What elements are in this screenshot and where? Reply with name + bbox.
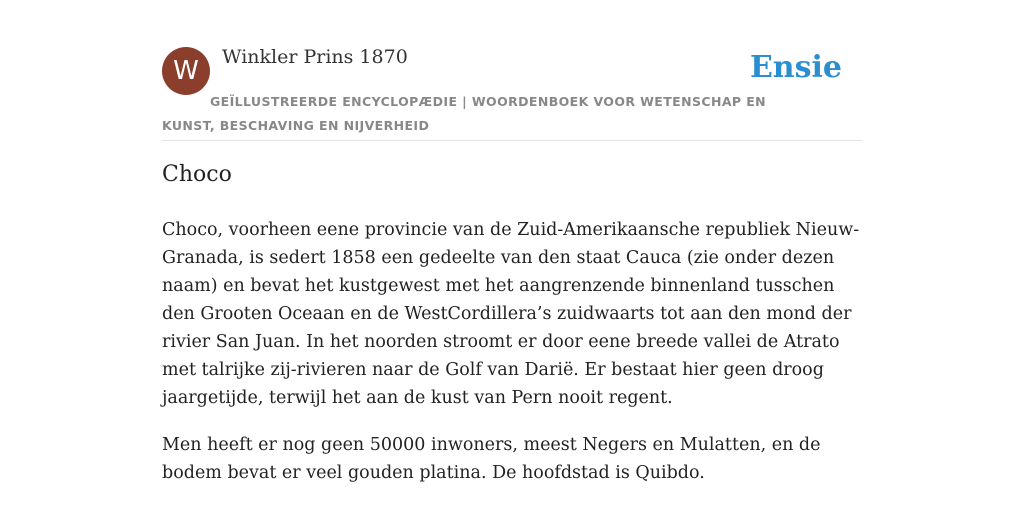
article-paragraph: Men heeft er nog geen 50000 inwoners, meest Negers en Mulatten, en de bodem bevat er veel gouden platina. De hoofdstad is Quibdo. <box>162 435 821 483</box>
source-avatar[interactable]: W <box>162 47 210 95</box>
article-body <box>162 216 862 506</box>
source-header <box>162 46 862 141</box>
article-paragraph: Choco, voorheen eene provincie van de Zuid-Amerikaansche republiek Nieuw-Granada, is sedert 1858 een gedeelte van den staat Cauca (zie onder dezen naam) en bevat het kustgewest met het aangrenzende binnenland tusschen den Grooten Oceaan en de WestCordillera’s zuidwaarts tot aan den mond der rivier San Juan. In het noorden stroomt er door eene breede vallei de Atrato met talrijke zij-rivieren naar de Golf van Darië. Er bestaat hier geen droog jaargetijde, terwijl het aan de kust van Pern nooit regent. <box>162 220 860 408</box>
article-title: Choco <box>162 162 232 187</box>
source-title-link[interactable]: Winkler Prins 1870 <box>222 46 408 68</box>
source-subtitle: GEÏLLUSTREERDE ENCYCLOPÆDIE | WOORDENBOEK VOOR WETENSCHAP EN KUNST, BESCHAVING EN NIJVERHEID <box>162 94 767 133</box>
ensie-logo[interactable]: Ensie <box>749 50 842 85</box>
